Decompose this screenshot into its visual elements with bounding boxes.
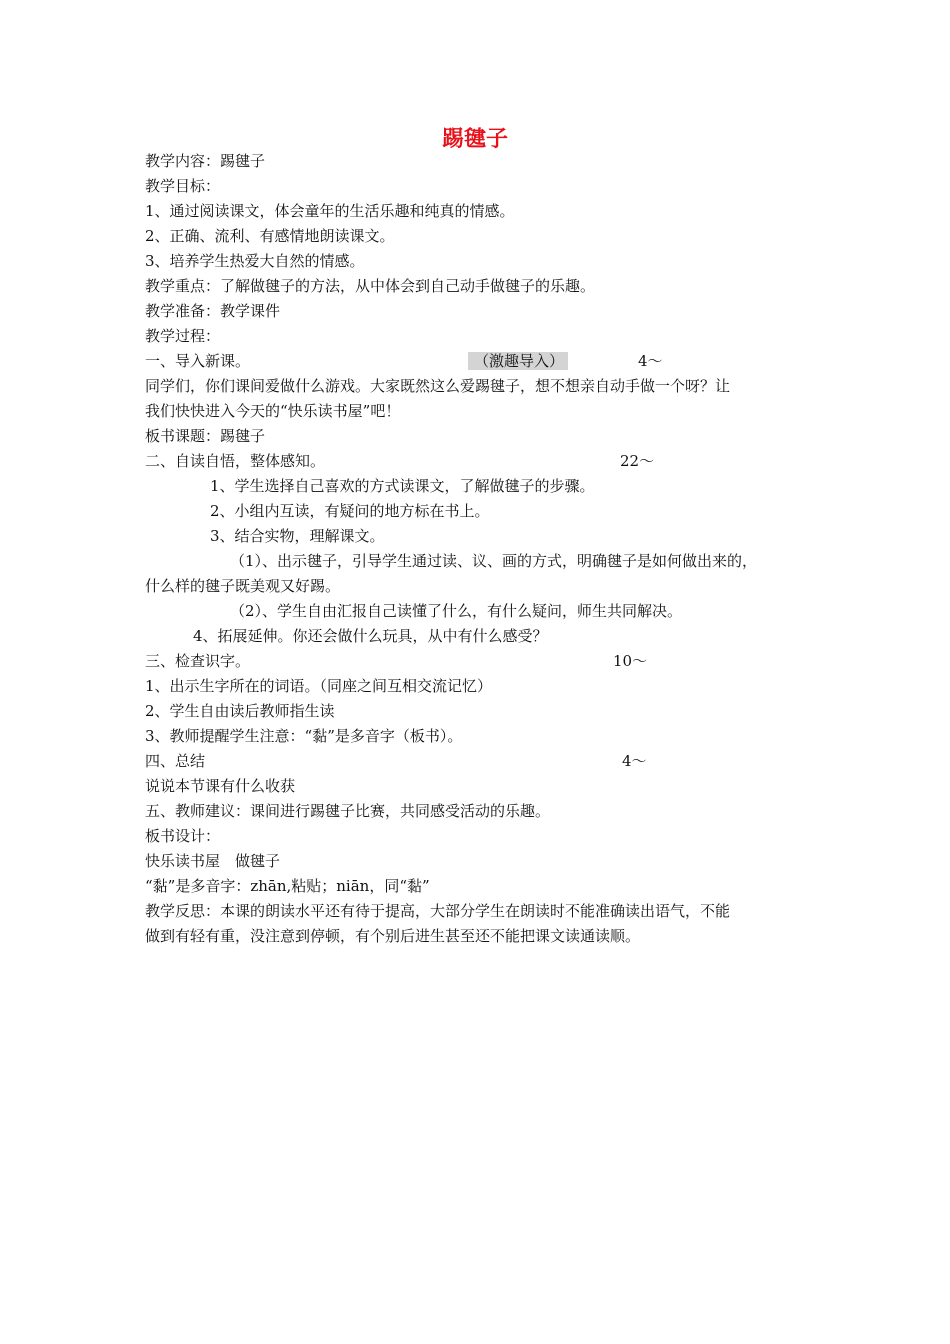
objective-1: 1、通过阅读课文，体会童年的生活乐趣和纯真的情感。 (145, 202, 515, 220)
literacy-time-note: 10～ (613, 652, 648, 670)
reading-step-4: 4、拓展延伸。你还会做什么玩具，从中有什么感受？ (193, 627, 548, 645)
reading-substep-1-line-2: 什么样的毽子既美观又好踢。 (145, 577, 341, 595)
intro-method-note (468, 351, 568, 371)
section-reading-heading: 二、自读自悟，整体感知。 (145, 452, 326, 470)
reading-step-3: 3、结合实物，理解课文。 (210, 527, 385, 545)
key-points: 教学重点：了解做毽子的方法，从中体会到自己动手做毽子的乐趣。 (145, 277, 596, 295)
literacy-step-2: 2、学生自由读后教师指生读 (145, 702, 335, 720)
teaching-content: 教学内容：踢毽子 (145, 152, 266, 170)
objective-2: 2、正确、流利、有感情地朗读课文。 (145, 227, 395, 245)
reading-step-2: 2、小组内互读，有疑问的地方标在书上。 (210, 502, 490, 520)
board-design-line-2: “黏”是多音字：zhān,粘贴；niān，同“黏” (145, 877, 430, 895)
summary-text: 说说本节课有什么收获 (145, 777, 296, 795)
teacher-suggestion: 五、教师建议：课间进行踢毽子比赛，共同感受活动的乐趣。 (145, 802, 551, 820)
intro-time-note: 4～ (638, 352, 663, 370)
literacy-step-3: 3、教师提醒学生注意：“黏”是多音字（板书）。 (145, 727, 463, 745)
objective-3: 3、培养学生热爱大自然的情感。 (145, 252, 365, 270)
board-design-line-1: 快乐读书屋 做毽子 (145, 852, 281, 870)
section-literacy-heading: 三、检查识字。 (145, 652, 251, 670)
board-design-heading: 板书设计： (145, 827, 221, 845)
reading-substep-2: （2）、学生自由汇报自己读懂了什么，有什么疑问，师生共同解决。 (230, 602, 683, 620)
literacy-step-1: 1、出示生字所在的词语。（同座之间互相交流记忆） (145, 677, 493, 695)
intro-paragraph-line-1: 同学们，你们课间爱做什么游戏。大家既然这么爱踢毽子，想不想亲自动手做一个呀？让 (145, 377, 731, 395)
intro-paragraph-line-2: 我们快快进入今天的“快乐读书屋”吧！ (145, 402, 401, 420)
reading-step-1: 1、学生选择自己喜欢的方式读课文，了解做毽子的步骤。 (210, 477, 595, 495)
highlight-label: （激趣导入） (468, 352, 568, 370)
preparation: 教学准备：教学课件 (145, 302, 281, 320)
document-title: 踢毽子 (441, 127, 508, 152)
section-intro-heading: 一、导入新课。 (145, 352, 251, 370)
reading-substep-1-line-1: （1）、出示毽子，引导学生通过读、议、画的方式，明确毽子是如何做出来的， (230, 552, 758, 570)
section-summary-heading: 四、总结 (145, 752, 206, 770)
reflection-line-1: 教学反思：本课的朗读水平还有待于提高，大部分学生在朗读时不能准确读出语气，不能 (145, 902, 731, 920)
reading-time-note: 22～ (620, 452, 655, 470)
objectives-heading: 教学目标： (145, 177, 221, 195)
summary-time-note: 4～ (622, 752, 647, 770)
reflection-line-2: 做到有轻有重，没注意到停顿，有个别后进生甚至还不能把课文读通读顺。 (145, 927, 641, 945)
process-heading: 教学过程： (145, 327, 221, 345)
board-topic: 板书课题：踢毽子 (145, 427, 266, 445)
